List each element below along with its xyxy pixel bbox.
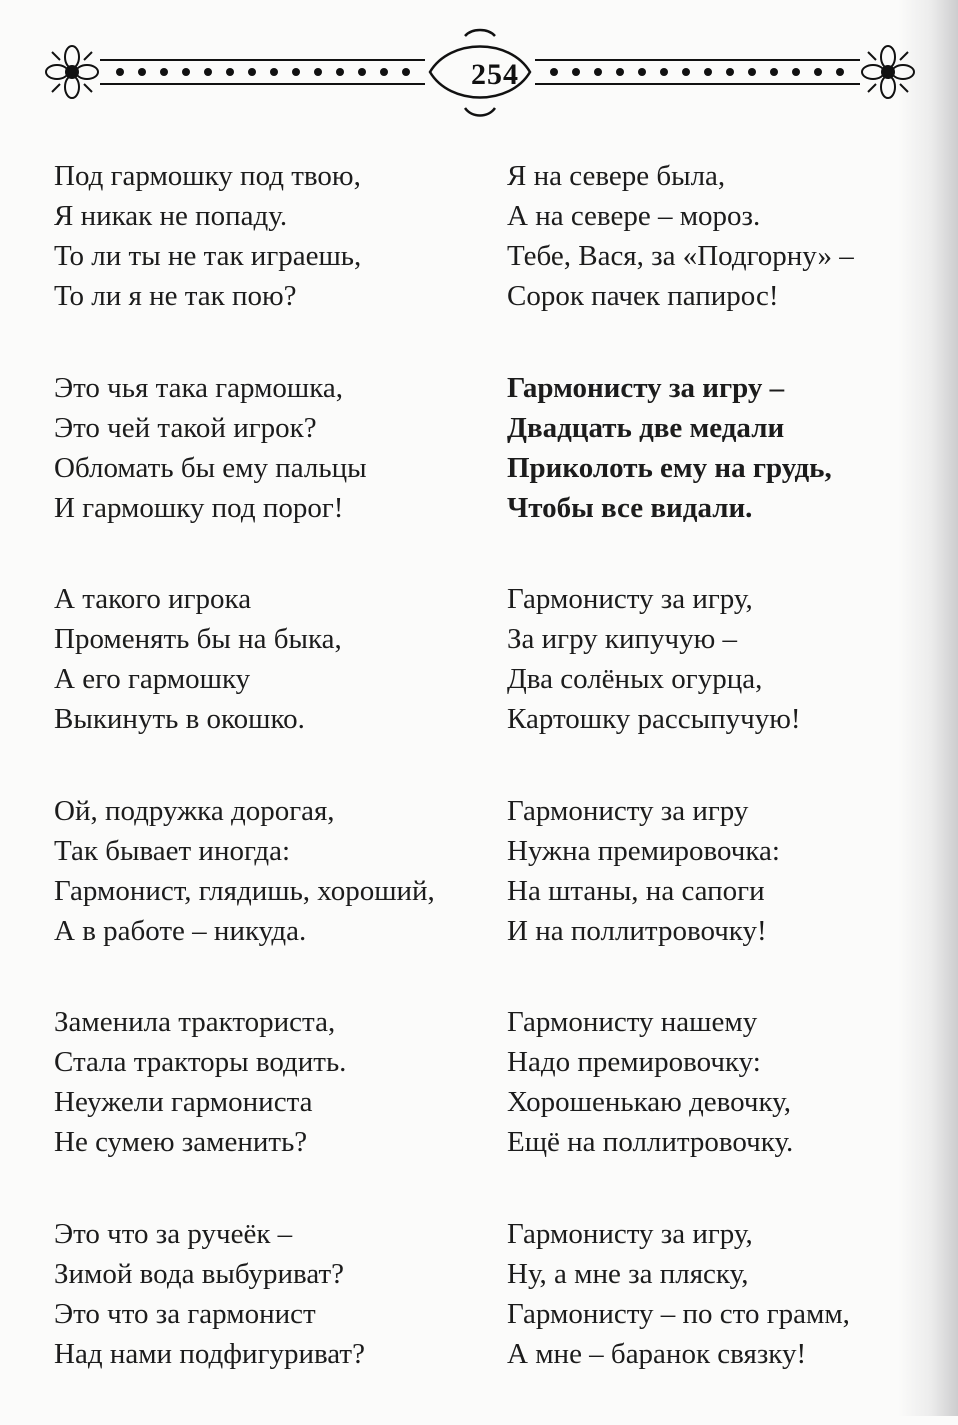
stanza	[54, 156, 484, 316]
verse-line: А мне – баранок связку!	[507, 1337, 807, 1370]
verse-line: Это что за ручеёк –	[54, 1217, 293, 1250]
verse-line: То ли я не так пою?	[54, 280, 297, 312]
verse-line: Так бывает иногда:	[54, 834, 291, 867]
verse-line: Обломать бы ему пальцы	[54, 451, 367, 484]
left-column	[54, 156, 484, 1425]
verse-line: Не сумею заменить?	[54, 1126, 308, 1158]
verse-line: Тебе, Вася, за «Подгорну» –	[507, 240, 854, 272]
verse-line: Гармонисту за игру	[507, 794, 749, 827]
verse-line: Это что за гармонист	[54, 1297, 316, 1330]
verse-line: Это чья така гармошка,	[54, 371, 344, 404]
verse-line: Под гармошку под твою,	[54, 160, 361, 192]
verse-line: Картошку рассыпучую!	[507, 703, 801, 735]
verse-line: Это чей такой игрок?	[54, 411, 317, 444]
verse-line: Ещё на поллитровочку.	[507, 1126, 794, 1158]
verse-line: И на поллитровочку!	[507, 914, 767, 947]
verse-line: А в работе – никуда.	[54, 914, 307, 947]
stanza	[54, 791, 484, 951]
stanza	[507, 1214, 907, 1374]
verse-line: За игру кипучую –	[507, 623, 738, 655]
page-number: 254	[471, 58, 519, 91]
verse-line: Ну, а мне за пляску,	[507, 1257, 749, 1290]
verse-line: Гармонисту за игру,	[507, 583, 753, 615]
verse-line: Приколоть ему на грудь,	[507, 451, 832, 484]
stanza	[507, 156, 907, 316]
verse-line: Чтобы все видали.	[507, 491, 753, 524]
verse-line: Выкинуть в окошко.	[54, 703, 305, 735]
stanza	[507, 579, 907, 739]
verse-line: То ли ты не так играешь,	[54, 240, 362, 272]
page-header-ornament	[20, 28, 940, 128]
stanza	[54, 1002, 484, 1162]
verse-line: Хорошенькаю девочку,	[507, 1086, 791, 1118]
verse-line: Гармонисту за игру –	[507, 371, 785, 404]
verse-line: Гармонист, глядишь, хороший,	[54, 874, 435, 907]
verse-line: На штаны, на сапоги	[507, 874, 765, 907]
verse-line: Надо премировочку:	[507, 1046, 761, 1078]
verse-line: Неужели гармониста	[54, 1086, 313, 1118]
verse-line: Зимой вода выбуриват?	[54, 1257, 345, 1290]
stanza	[54, 579, 484, 739]
verse-line: Заменила тракториста,	[54, 1006, 336, 1038]
verse-line: Гармонисту за игру,	[507, 1217, 753, 1250]
verse-line: А такого игрока	[54, 583, 252, 615]
verse-line: Я никак не попаду.	[54, 200, 288, 232]
verse-line: А на севере – мороз.	[507, 200, 761, 232]
verse-line: Два солёных огурца,	[507, 663, 763, 695]
verse-line: Сорок пачек папирос!	[507, 280, 779, 312]
verse-line: Ой, подружка дорогая,	[54, 794, 335, 827]
stanza	[54, 368, 484, 528]
page-edge-shadow	[898, 0, 958, 1416]
verse-line: Променять бы на быка,	[54, 623, 342, 655]
verse-line: А его гармошку	[54, 663, 251, 695]
verse-line: Двадцать две медали	[507, 411, 785, 444]
stanza	[54, 1214, 484, 1374]
verse-line: Я на севере была,	[507, 160, 726, 192]
verse-line: Нужна премировочка:	[507, 834, 780, 867]
stanza	[507, 791, 907, 951]
verse-line: И гармошку под порог!	[54, 491, 344, 524]
verse-line: Стала тракторы водить.	[54, 1046, 347, 1078]
stanza	[507, 368, 907, 528]
verse-line: Гармонисту – по сто грамм,	[507, 1297, 850, 1330]
right-column	[507, 156, 907, 1425]
stanza	[507, 1002, 907, 1162]
verse-line: Гармонисту нашему	[507, 1006, 758, 1038]
verse-line: Над нами подфигуриват?	[54, 1337, 365, 1370]
